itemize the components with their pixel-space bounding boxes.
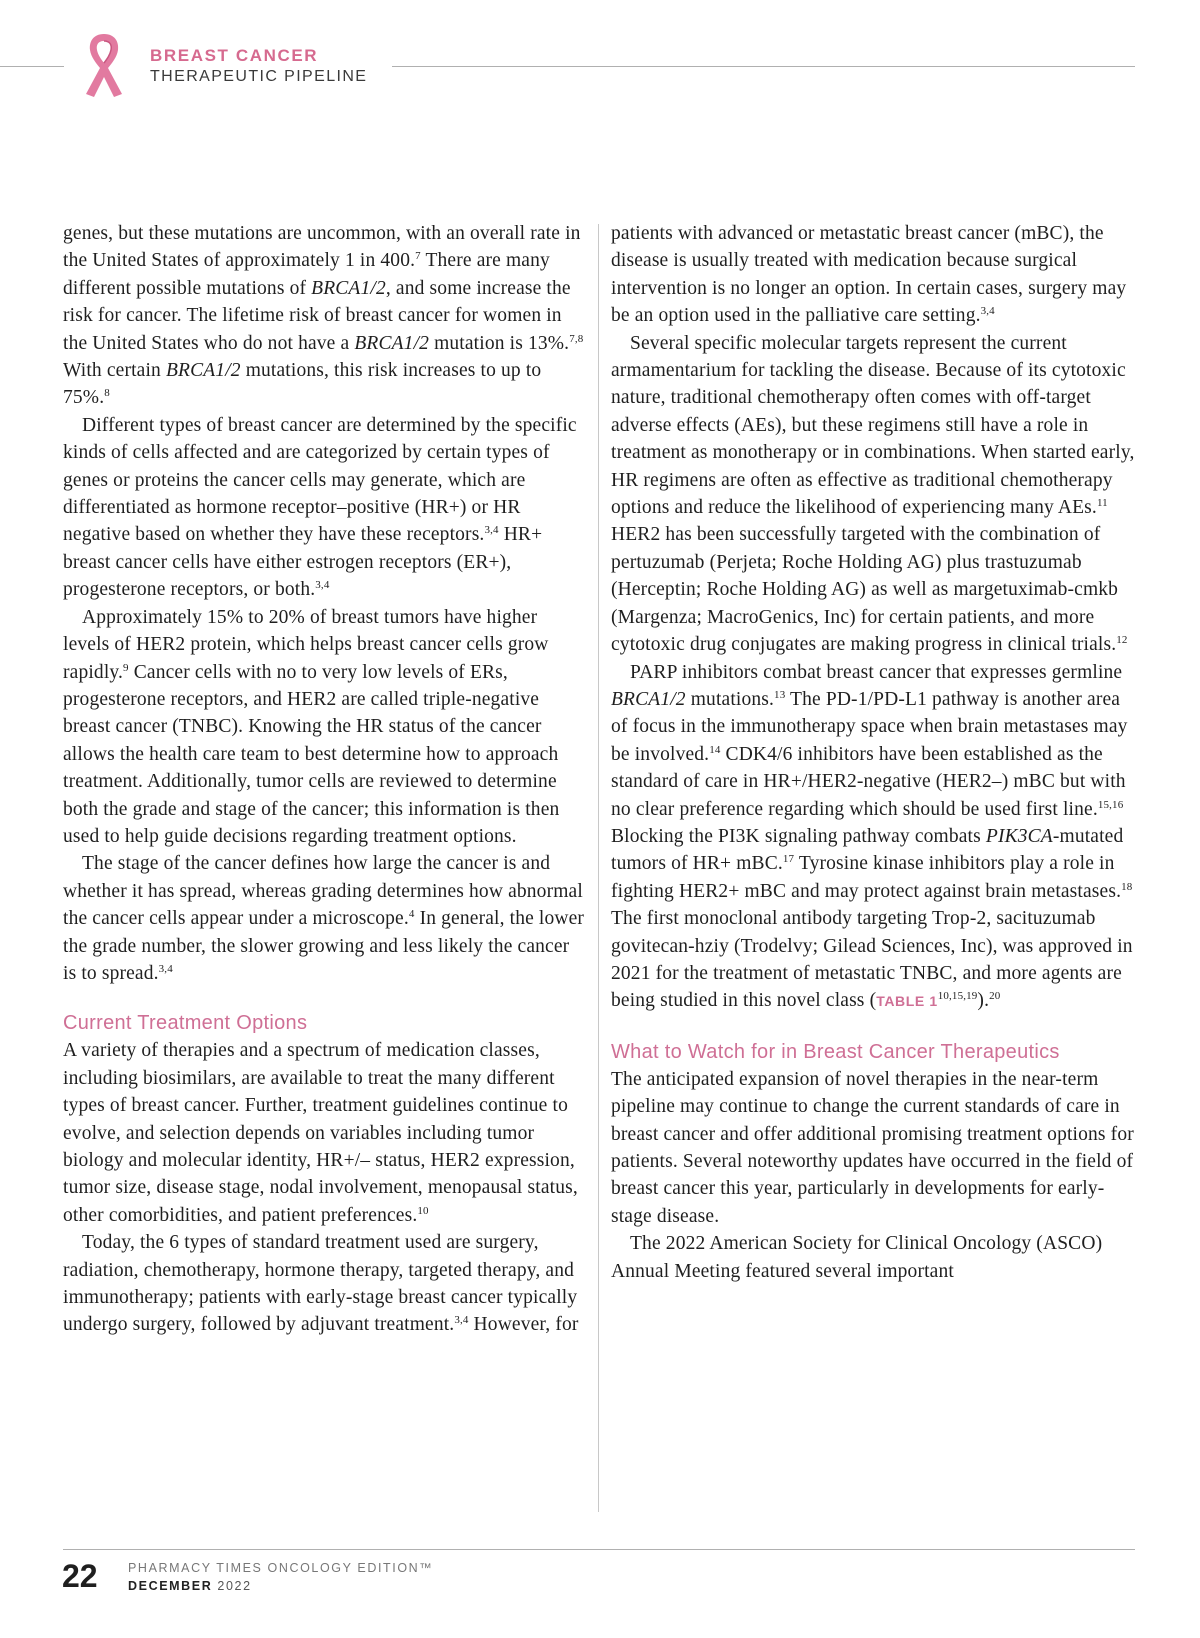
- paragraph: Today, the 6 types of standard treatment used are surgery, radiation, chemotherapy, hormone therapy, targeted therapy, and immunotherapy; patients with early-stage breast cancer typically undergo surgery, followed by adjuvant treatment.$^{3,4}$ However, for: [63, 1232, 579, 1336]
- pink-ribbon-icon: [80, 30, 128, 102]
- section-heading-current-treatment: Current Treatment Options: [63, 1012, 308, 1035]
- left-column: [63, 220, 585, 1339]
- header-rule-left: [0, 66, 64, 67]
- paragraph: PARP inhibitors combat breast cancer that expresses germline BRCA1/2 mutations.$^{13}$ The PD-1/PD-L1 pathway is another area of focus in the immunotherapy space when brain metastases may be involved.$^{14}$ CDK4/6 inhibitors have been established as the standard of care in HR+/HER2-negative (HER2–) mBC but with no clear preference regarding which should be used first line.$^{15,16}$ Blocking the PI3K signaling pathway combats PIK3CA-mutated tumors of HR+ mBC.$^{17}$ Tyrosine kinase inhibitors play a role in fighting HER2+ mBC and may protect against brain metastases.$^{18}$ The first monoclonal antibody targeting Trop-2, sacituzumab govitecan-hziy (Trodelvy; Gilead Sciences, Inc), was approved in 2021 for the treatment of metastatic TNBC, and more agents are being studied in this novel class (TABLE 1$^{10,15,19}$).$^{20}$: [611, 661, 1133, 1012]
- page-number: 22: [62, 1558, 98, 1594]
- table-1-reference[interactable]: TABLE 1: [876, 993, 938, 1010]
- right-column: [611, 220, 1136, 1285]
- section-heading-what-to-watch: What to Watch for in Breast Cancer Therapeutics: [611, 1040, 1060, 1063]
- paragraph: The 2022 American Society for Clinical Oncology (ASCO) Annual Meeting featured several important: [611, 1233, 1103, 1282]
- column-divider: [598, 224, 599, 1512]
- paragraph: genes, but these mutations are uncommon, with an overall rate in the United States of approximately 1 in 400.$^7$ There are many different possible mutations of BRCA1/2, and some increase the risk for cancer. The lifetime risk of breast cancer for women in the United States who do not have a BRCA1/2 mutation is 13%.$^{7,8}$ With certain BRCA1/2 mutations, this risk increases to up to 75%.$^8$: [63, 223, 584, 409]
- header-rule-right: [392, 66, 1135, 67]
- paragraph: patients with advanced or metastatic breast cancer (mBC), the disease is usually treated with medication because surgical intervention is no longer an option. In certain cases, surgery may be an option used in the palliative care setting.$^{3,4}$: [611, 223, 1127, 327]
- paragraph: Several specific molecular targets represent the current armamentarium for tackling the disease. Because of its cytotoxic nature, traditional chemotherapy often comes with off-target adverse effects (AEs), but these regimens still have a role in treatment as monotherapy or in combinations. When started early, HR regimens are often as effective as traditional chemotherapy options and reduce the likelihood of experiencing many AEs.$^{11}$ HER2 has been successfully targeted with the combination of pertuzumab (Perjeta; Roche Holding AG) plus trastuzumab (Herceptin; Roche Holding AG) as well as margetuximab-cmkb (Margenza; MacroGenics, Inc) for certain patients, and more cytotoxic drug conjugates are making progress in clinical trials.$^{12}$: [611, 332, 1135, 656]
- header-subtitle: THERAPEUTIC PIPELINE: [150, 68, 368, 85]
- footer-rule: [63, 1549, 1135, 1550]
- paragraph: The anticipated expansion of novel therapies in the near-term pipeline may continue to change the current standards of care in breast cancer and offer additional promising treatment options for patients. Several noteworthy updates have occurred in the field of breast cancer this year, particularly in developments for early-stage disease.: [611, 1068, 1134, 1227]
- publication-name: PHARMACY TIMES ONCOLOGY EDITION™: [128, 1561, 434, 1575]
- paragraph: A variety of therapies and a spectrum of medication classes, including biosimilars, are available to treat the many different types of breast cancer. Further, treatment guidelines continue to evolve, and selection depends on variables including tumor biology and molecular identity, HR+/– status, HER2 expression, tumor size, disease stage, nodal involvement, menopausal status, other comorbidities, and patient preferences.$^{10}$: [63, 1040, 578, 1226]
- issue-date: DECEMBER 2022: [128, 1579, 252, 1593]
- header-title: BREAST CANCER: [150, 46, 319, 65]
- paragraph: Different types of breast cancer are determined by the specific kinds of cells affected and are categorized by certain types of genes or proteins the cancer cells may generate, which are differentiated as hormone receptor–positive (HR+) or HR negative based on whether they have these receptors.$^{3,4}$ HR+ breast cancer cells have either estrogen receptors (ER+), progesterone receptors, or both.$^{3,4}$: [63, 414, 577, 601]
- paragraph: Approximately 15% to 20% of breast tumors have higher levels of HER2 protein, which helps breast cancer cells grow rapidly.$^9$ Cancer cells with no to very low levels of ERs, progesterone receptors, and HER2 are called triple-negative breast cancer (TNBC). Knowing the HR status of the cancer allows the health care team to best determine how to approach treatment. Additionally, tumor cells are reviewed to determine both the grade and stage of the cancer; this information is then used to help guide decisions regarding treatment options.: [63, 606, 560, 847]
- paragraph: The stage of the cancer defines how large the cancer is and whether it has spread, whereas grading determines how abnormal the cancer cells appear under a microscope.$^4$ In general, the lower the grade number, the slower growing and less likely the cancer is to spread.$^{3,4}$: [63, 853, 585, 984]
